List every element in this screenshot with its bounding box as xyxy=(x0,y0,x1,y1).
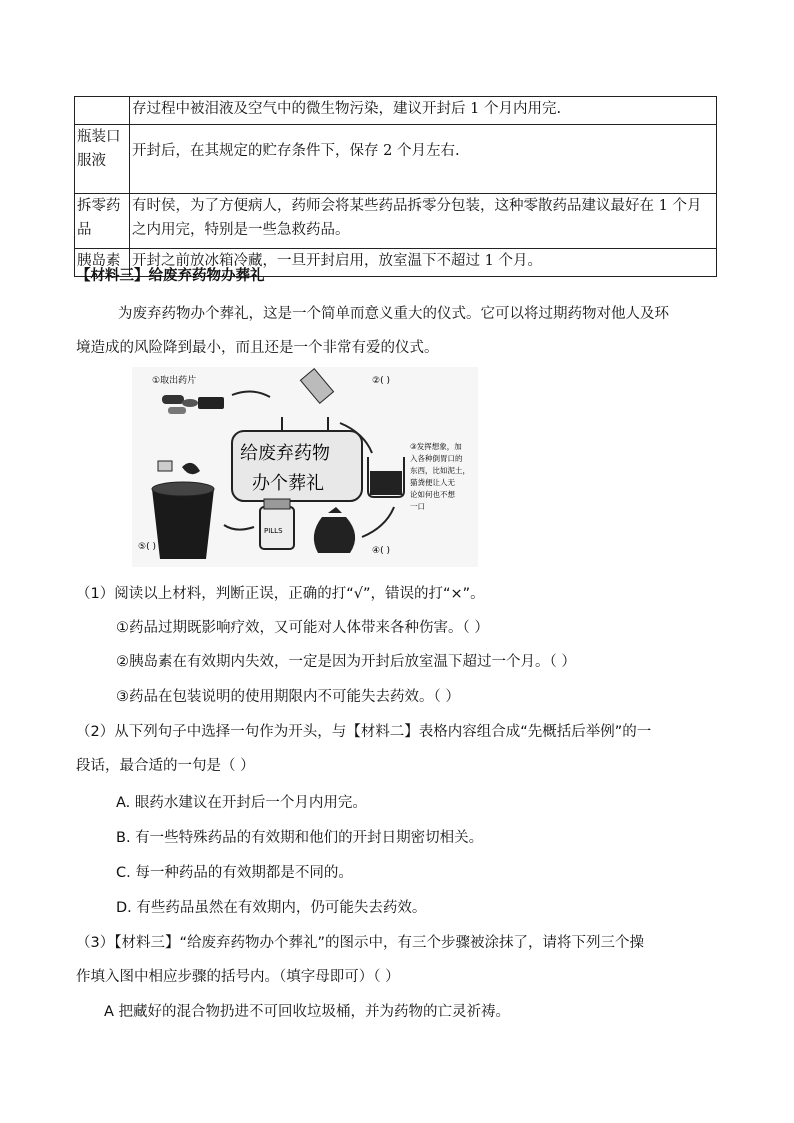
material3-heading: 【材料三】给废弃药物办葬礼 xyxy=(76,268,265,284)
table-row xyxy=(75,194,717,249)
storage-table xyxy=(74,96,717,277)
step4-label: ④( ) xyxy=(372,546,390,556)
q3-option-a: A 把藏好的混合物扔进不可回收垃圾桶，并为药物的亡灵祈祷。 xyxy=(104,1004,511,1020)
table-cell-category: 拆零药品 xyxy=(75,194,130,249)
table-cell-description: 存过程中被泪液及空气中的微生物污染，建议开封后 1 个月内用完. xyxy=(130,97,717,125)
q3-stem-line1: （3）【材料三】“给废弃药物办个葬礼”的图示中，有三个步骤被涂抹了，请将下列三个操 xyxy=(76,935,644,951)
illustration-title-line1: 给废弃药物 xyxy=(240,443,330,464)
table-row xyxy=(75,97,717,125)
table-cell-category: 胰岛素 xyxy=(75,249,130,277)
q2-option-a: A. 眼药水建议在开封后一个月内用完。 xyxy=(116,795,367,811)
table-cell-category xyxy=(75,97,130,125)
q2-option-b: B. 有一些特殊药品的有效期和他们的开封日期密切相关。 xyxy=(116,830,484,846)
material3-paragraph-line1: 为废弃药物办个葬礼，这是一个简单而意义重大的仪式。它可以将过期药物对他人及环 xyxy=(118,306,669,322)
q1-item-3: ③药品在包装说明的使用期限内不可能失去药效。（ ） xyxy=(116,689,460,705)
q2-option-c: C. 每一种药品的有效期都是不同的。 xyxy=(116,865,353,881)
step3-line: ③发挥想象，加 xyxy=(410,442,462,451)
step3-line: 一口 xyxy=(410,502,425,511)
step3-line: 东西，比如泥土， xyxy=(410,466,470,475)
q2-option-d: D. 有些药品虽然在有效期内，仍可能失去药效。 xyxy=(116,900,427,916)
q1-item-1: ①药品过期既影响疗效，又可能对人体带来各种伤害。（ ） xyxy=(116,620,489,636)
pill-bottle-icon xyxy=(260,499,294,549)
q2-stem-line1: （2）从下列句子中选择一句作为开头，与【材料二】表格内容组合成“先概括后举例”的一 xyxy=(76,724,652,740)
step2-label: ②( ) xyxy=(372,376,390,386)
illustration-title-line2: 办个葬礼 xyxy=(252,473,324,494)
bottle-label: PILLS xyxy=(264,527,283,535)
table-cell-description: 开封之前放冰箱冷藏，一旦开封启用，放室温下不超过 1 个月。 xyxy=(130,249,717,277)
table-cell-category: 瓶装口服液 xyxy=(75,125,130,194)
funeral-illustration xyxy=(132,367,478,567)
title-banner xyxy=(232,431,362,501)
q1-stem: （1）阅读以上材料，判断正误，正确的打“√”，错误的打“×”。 xyxy=(76,586,485,602)
step3-line: 入各种倒胃口的 xyxy=(410,454,463,463)
table-row xyxy=(75,125,717,194)
table-cell-description: 有时侯，为了方便病人，药师会将某些药品拆零分包装，这种零散药品建议最好在 1 个月之内用完，特别是一些急救药品。 xyxy=(130,194,717,249)
step1-label: ①取出药片 xyxy=(152,376,197,386)
material3-paragraph-line2: 境造成的风险降到最小，而且还是一个非常有爱的仪式。 xyxy=(76,340,439,356)
step5-label: ⑤( ) xyxy=(138,542,156,552)
step3-line: 猫粪便让人无 xyxy=(410,478,455,487)
q1-item-2: ②胰岛素在有效期内失效，一定是因为开封后放室温下超过一个月。（ ） xyxy=(116,654,576,670)
step3-line: 论如何也不想 xyxy=(410,490,455,499)
q2-stem-line2: 段话，最合适的一句是（ ） xyxy=(76,758,255,774)
table-cell-description: 开封后，在其规定的贮存条件下，保存 2 个月左右. xyxy=(130,125,717,194)
q3-stem-line2: 作填入图中相应步骤的括号内。（填字母即可）（ ） xyxy=(76,969,400,985)
